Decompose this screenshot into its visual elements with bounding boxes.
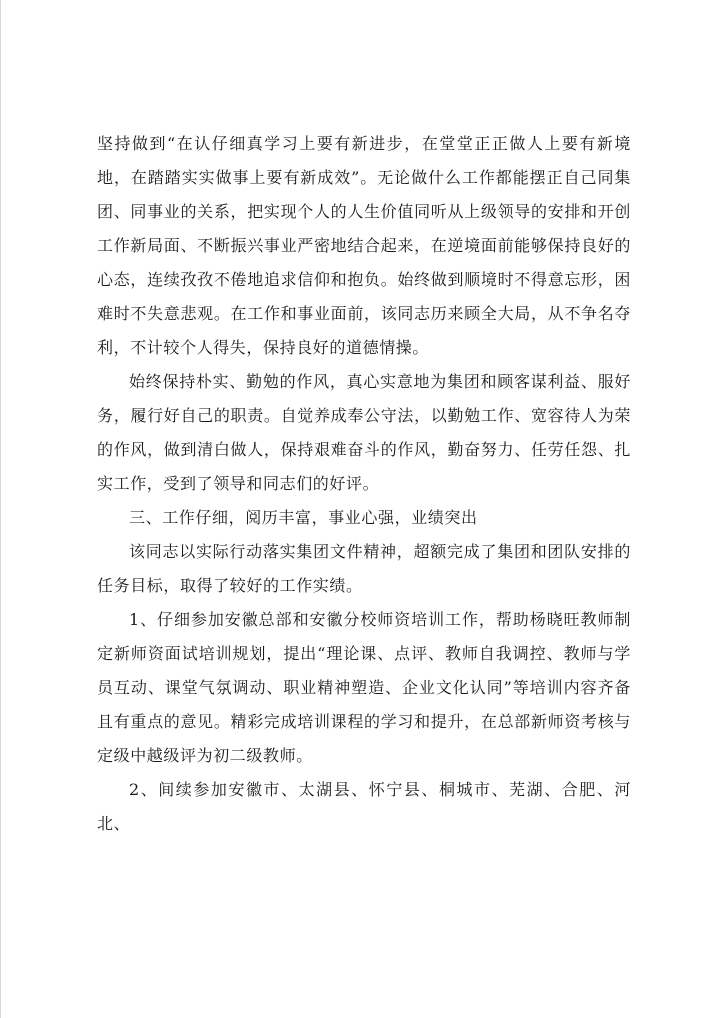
paragraph-achievements: 该同志以实际行动落实集团文件精神，超额完成了集团和团队安排的任务目标，取得了较好的工作实绩。 [97, 542, 631, 595]
paragraph-item-one: 1、仔细参加安徽总部和安徽分校师资培训工作，帮助杨晓旺教师制定新师资面试培训规划，提出“理论课、点评、教师自我调控、教师与学员互动、课堂气氛调动、职业精神塑造、企业文化认同”等培训内容齐备且有重点的意见。精彩完成培训课程的学习和提升，在总部新师资考核与定级中越级评为初二级教师。 [97, 610, 631, 765]
section-heading-three: 三、工作仔细，阅历丰富，事业心强，业绩突出 [129, 508, 478, 527]
paragraph-item-two: 2、间续参加安徽市、太湖县、怀宁县、桐城市、芜湖、合肥、河北、 [97, 780, 631, 833]
document-body [97, 127, 631, 841]
paragraph-attitude: 坚持做到“在认仔细真学习上要有新进步，在堂堂正正做人上要有新境地，在踏踏实实做事上要有新成效”。无论做什么工作都能摆正自己同集团、同事业的关系，把实现个人的人生价值同听从上级领导的安排和开创工作新局面、不断振兴事业严密地结合起来，在逆境面前能够保持良好的心态，连续孜孜不倦地追求信仰和抱负。始终做到顺境时不得意忘形，困难时不失意悲观。在工作和事业面前，该同志历来顾全大局，从不争名夺利，不计较个人得失，保持良好的道德情操。 [97, 134, 631, 357]
paragraph-work-style: 始终保持朴实、勤勉的作风，真心实意地为集团和顾客谋利益、服好务，履行好自己的职责。自觉养成奉公守法，以勤勉工作、宽容待人为荣的作风，做到清白做人，保持艰难奋斗的作风，勤奋努力、任劳任怨、扎实工作，受到了领导和同志们的好评。 [97, 372, 631, 493]
